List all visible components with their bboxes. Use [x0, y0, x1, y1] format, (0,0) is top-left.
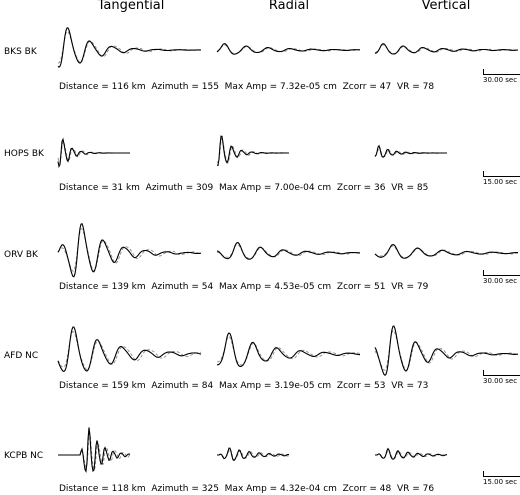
zcorr-value: 36 [374, 183, 386, 193]
time-scale-label: 15.00 sec [483, 178, 518, 186]
distance-value: 116 [111, 82, 129, 92]
max-amp-value: 7.32e-05 [280, 82, 321, 92]
azimuth-value: 325 [201, 484, 219, 494]
observed-trace [217, 136, 289, 165]
observed-trace [58, 28, 201, 67]
vr-value: 78 [422, 82, 435, 92]
observed-trace [58, 327, 201, 371]
time-scale-bar [483, 270, 520, 276]
time-scale-bar [483, 69, 520, 75]
station-label: HOPS BK [4, 149, 44, 159]
observed-trace [375, 326, 518, 375]
azimuth-value: 54 [201, 282, 214, 292]
column-title-tangential: Tangential [97, 0, 165, 13]
station-info: Distance = 116 km Azimuth = 155 Max Amp = 7.32e-05 cm Zcorr = 47 VR = 78 [59, 82, 435, 92]
observed-trace [375, 44, 518, 54]
max-amp-value: 4.32e-04 [280, 484, 321, 494]
observed-trace [375, 245, 518, 259]
station-info: Distance = 139 km Azimuth = 54 Max Amp = 4.53e-05 cm Zcorr = 51 VR = 79 [59, 282, 429, 292]
time-scale-bar [483, 171, 520, 177]
synthetic-trace [217, 336, 360, 365]
observed-trace [217, 448, 289, 460]
max-amp-value: 7.00e-04 [274, 183, 315, 193]
distance-value: 118 [111, 484, 129, 494]
distance-value: 31 [111, 183, 124, 193]
distance-value: 159 [111, 381, 129, 391]
vr-value: 79 [416, 282, 429, 292]
synthetic-trace [217, 244, 360, 258]
zcorr-value: 47 [379, 82, 392, 92]
observed-trace [58, 427, 130, 471]
time-scale-label: 30.00 sec [483, 277, 518, 285]
distance-value: 139 [111, 282, 129, 292]
station-info: Distance = 31 km Azimuth = 309 Max Amp = 7.00e-04 cm Zcorr = 36 VR = 85 [59, 183, 429, 193]
column-title-radial: Radial [268, 0, 310, 13]
synthetic-trace [58, 31, 201, 63]
zcorr-value: 51 [374, 282, 386, 292]
time-scale-label: 15.00 sec [483, 478, 518, 486]
station-label: ORV BK [4, 250, 38, 260]
observed-trace [58, 224, 201, 277]
time-scale-label: 30.00 sec [483, 377, 518, 385]
time-scale-bar [483, 370, 520, 376]
time-scale-bar [483, 471, 520, 477]
vr-value: 76 [422, 484, 435, 494]
observed-trace [375, 146, 447, 157]
vr-value: 85 [416, 183, 429, 193]
azimuth-value: 84 [201, 381, 214, 391]
station-info: Distance = 118 km Azimuth = 325 Max Amp = 4.32e-04 cm Zcorr = 48 VR = 76 [59, 484, 435, 494]
max-amp-value: 4.53e-05 [274, 282, 315, 292]
time-scale-label: 30.00 sec [483, 76, 518, 84]
observed-trace [58, 139, 130, 166]
zcorr-value: 53 [374, 381, 386, 391]
station-info: Distance = 159 km Azimuth = 84 Max Amp = 3.19e-05 cm Zcorr = 53 VR = 73 [59, 381, 429, 391]
vr-value: 73 [416, 381, 429, 391]
column-title-vertical: Vertical [421, 0, 471, 13]
station-label: AFD NC [4, 351, 39, 361]
observed-trace [217, 333, 360, 366]
azimuth-value: 309 [196, 183, 214, 193]
max-amp-value: 3.19e-05 [274, 381, 315, 391]
station-label: BKS BK [4, 47, 37, 57]
station-label: KCPB NC [4, 451, 44, 461]
zcorr-value: 48 [379, 484, 392, 494]
azimuth-value: 155 [201, 82, 219, 92]
